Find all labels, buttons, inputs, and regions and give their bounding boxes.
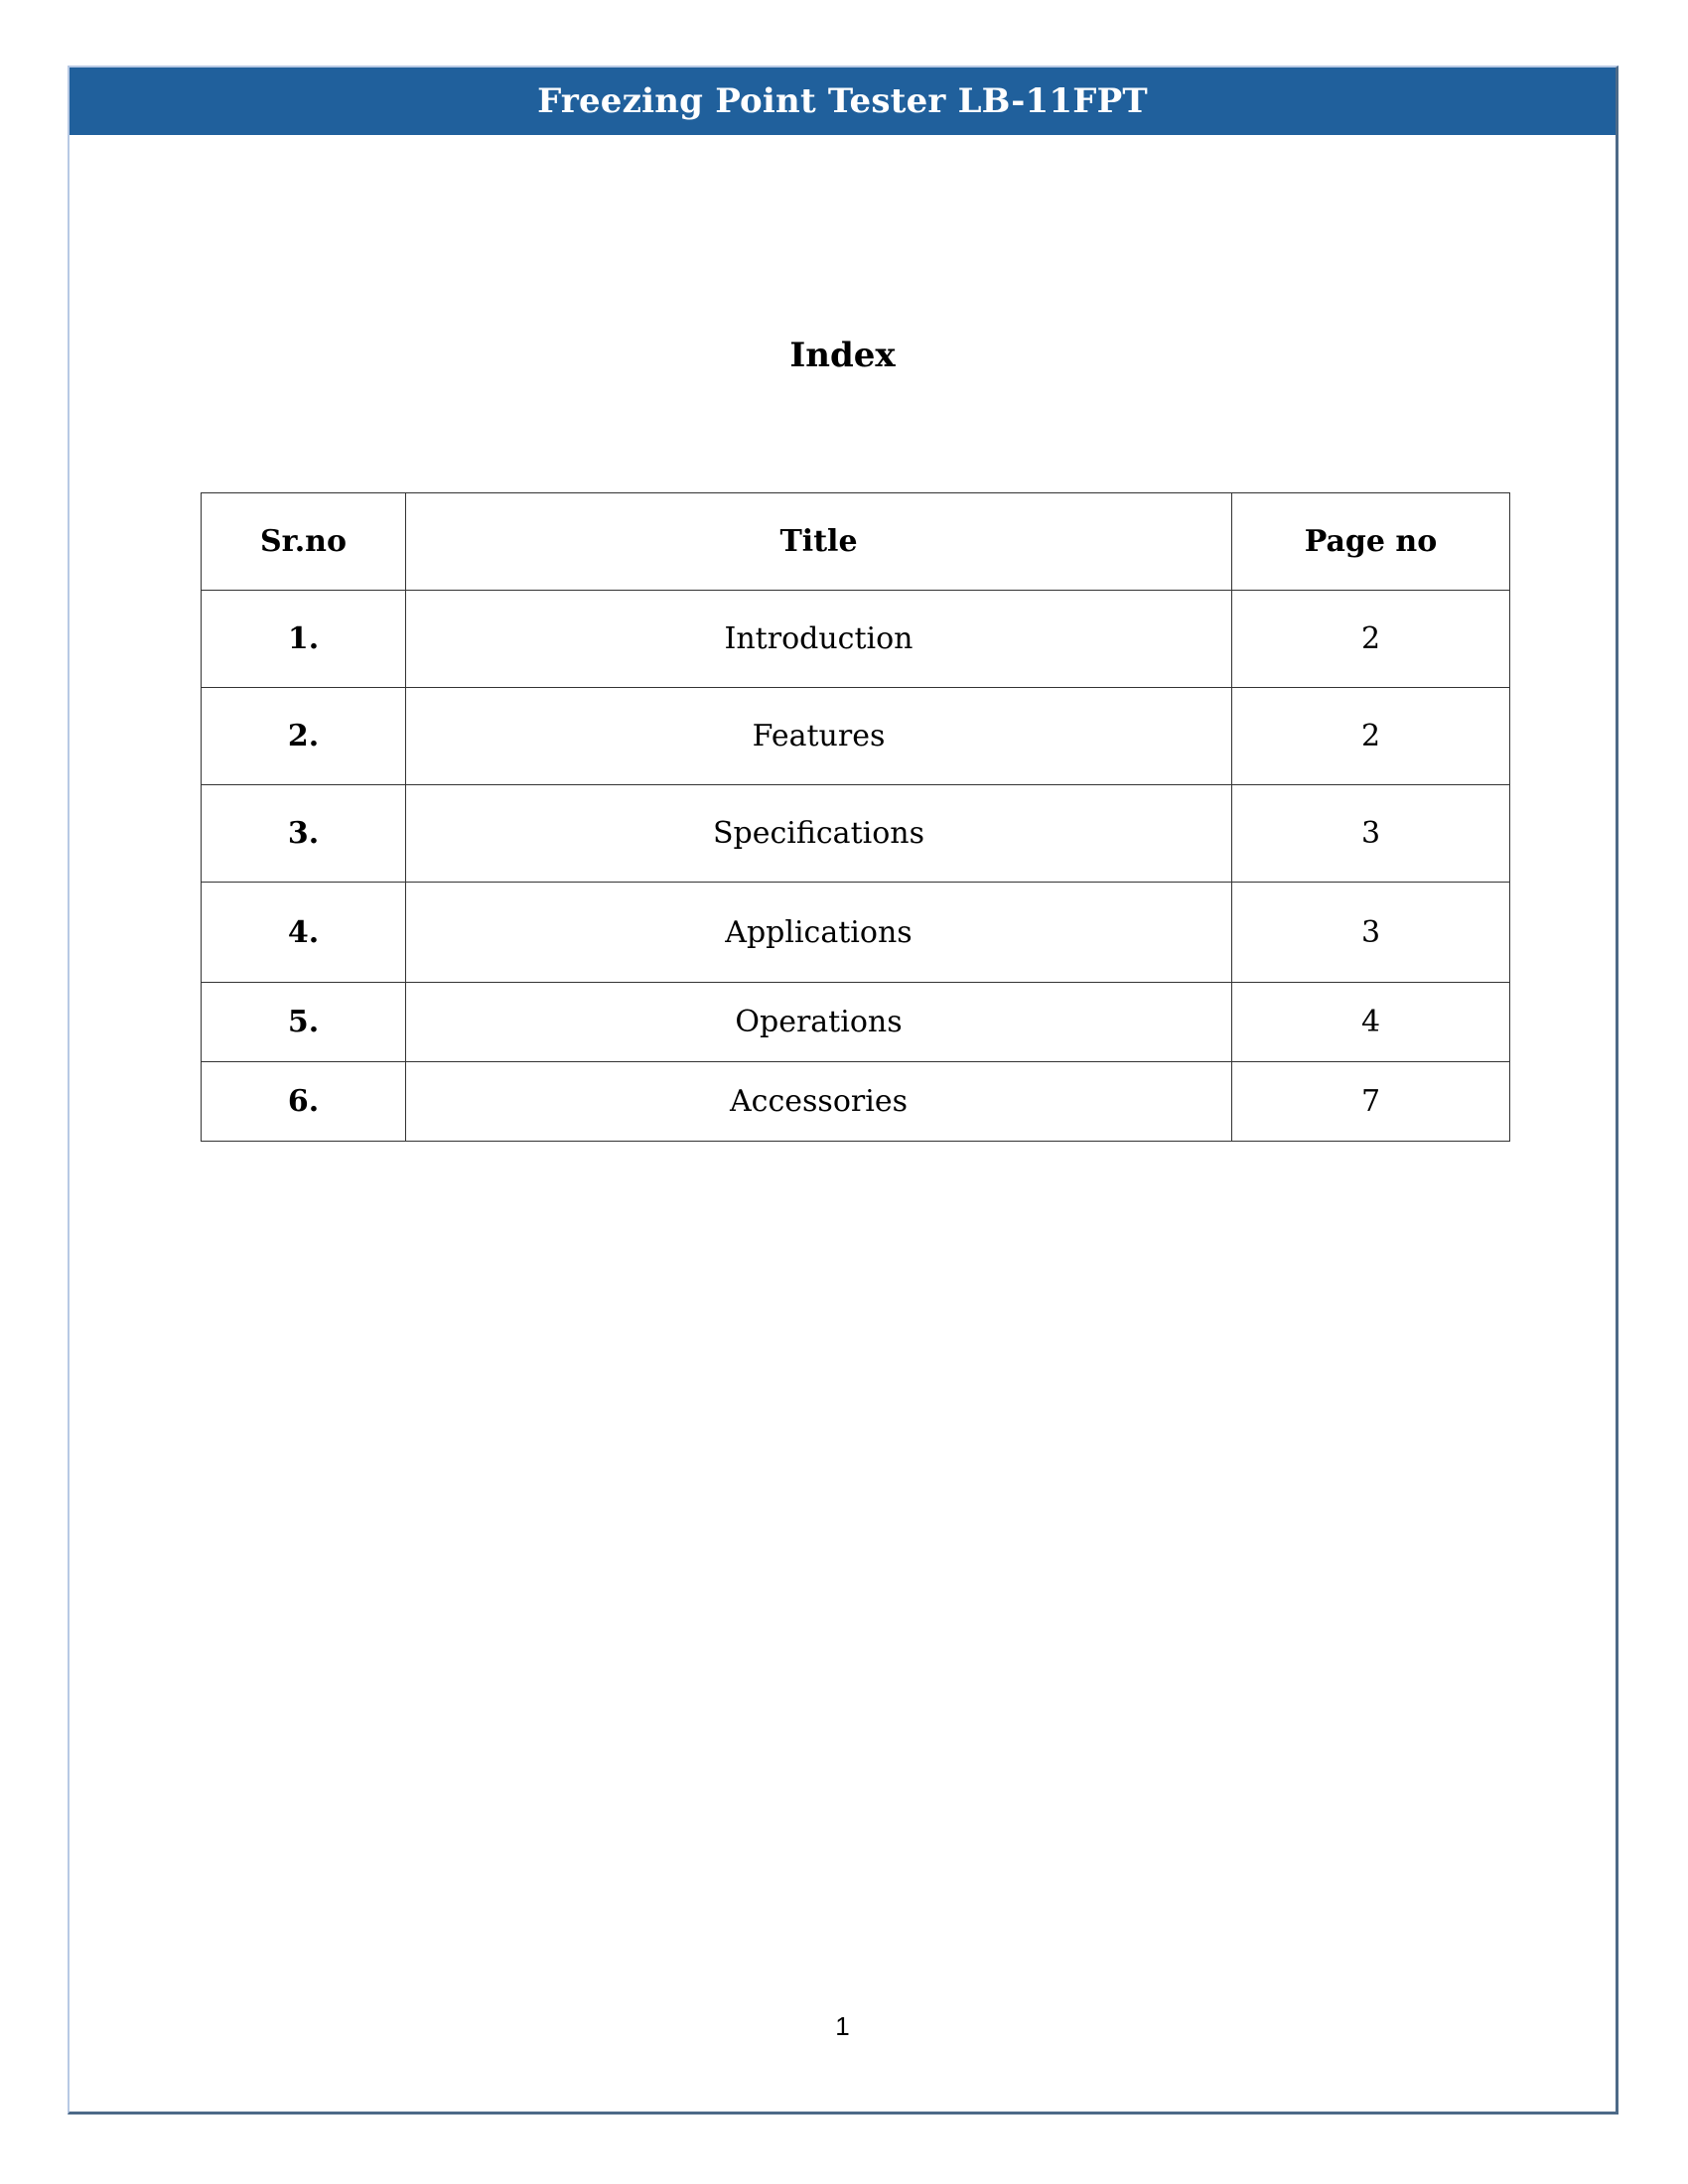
- table-row: [202, 785, 1510, 883]
- row-sr-no: 5.: [202, 983, 406, 1062]
- page-number: 1: [835, 2011, 850, 2041]
- row-sr-no: 4.: [202, 883, 406, 983]
- column-header-sr-no: Sr.no: [202, 493, 406, 591]
- row-title: Specifications: [406, 785, 1232, 883]
- row-page-no: 2: [1232, 688, 1510, 785]
- index-table: [201, 492, 1510, 1142]
- column-header-page-no: Page no: [1232, 493, 1510, 591]
- column-header-title: Title: [406, 493, 1232, 591]
- table-header-row: [202, 493, 1510, 591]
- table-row: [202, 1062, 1510, 1142]
- page-frame: [68, 66, 1618, 2115]
- row-sr-no: 3.: [202, 785, 406, 883]
- row-title: Applications: [406, 883, 1232, 983]
- row-page-no: 4: [1232, 983, 1510, 1062]
- row-page-no: 3: [1232, 785, 1510, 883]
- row-sr-no: 2.: [202, 688, 406, 785]
- row-title: Features: [406, 688, 1232, 785]
- row-page-no: 3: [1232, 883, 1510, 983]
- row-sr-no: 6.: [202, 1062, 406, 1142]
- index-heading: Index: [789, 336, 896, 375]
- row-title: Accessories: [406, 1062, 1232, 1142]
- row-sr-no: 1.: [202, 591, 406, 688]
- row-page-no: 7: [1232, 1062, 1510, 1142]
- table-row: [202, 883, 1510, 983]
- header-bar: [70, 68, 1616, 135]
- row-title: Operations: [406, 983, 1232, 1062]
- row-page-no: 2: [1232, 591, 1510, 688]
- table-row: [202, 688, 1510, 785]
- table-row: [202, 983, 1510, 1062]
- table-row: [202, 591, 1510, 688]
- document-title: Freezing Point Tester LB-11FPT: [537, 81, 1148, 121]
- row-title: Introduction: [406, 591, 1232, 688]
